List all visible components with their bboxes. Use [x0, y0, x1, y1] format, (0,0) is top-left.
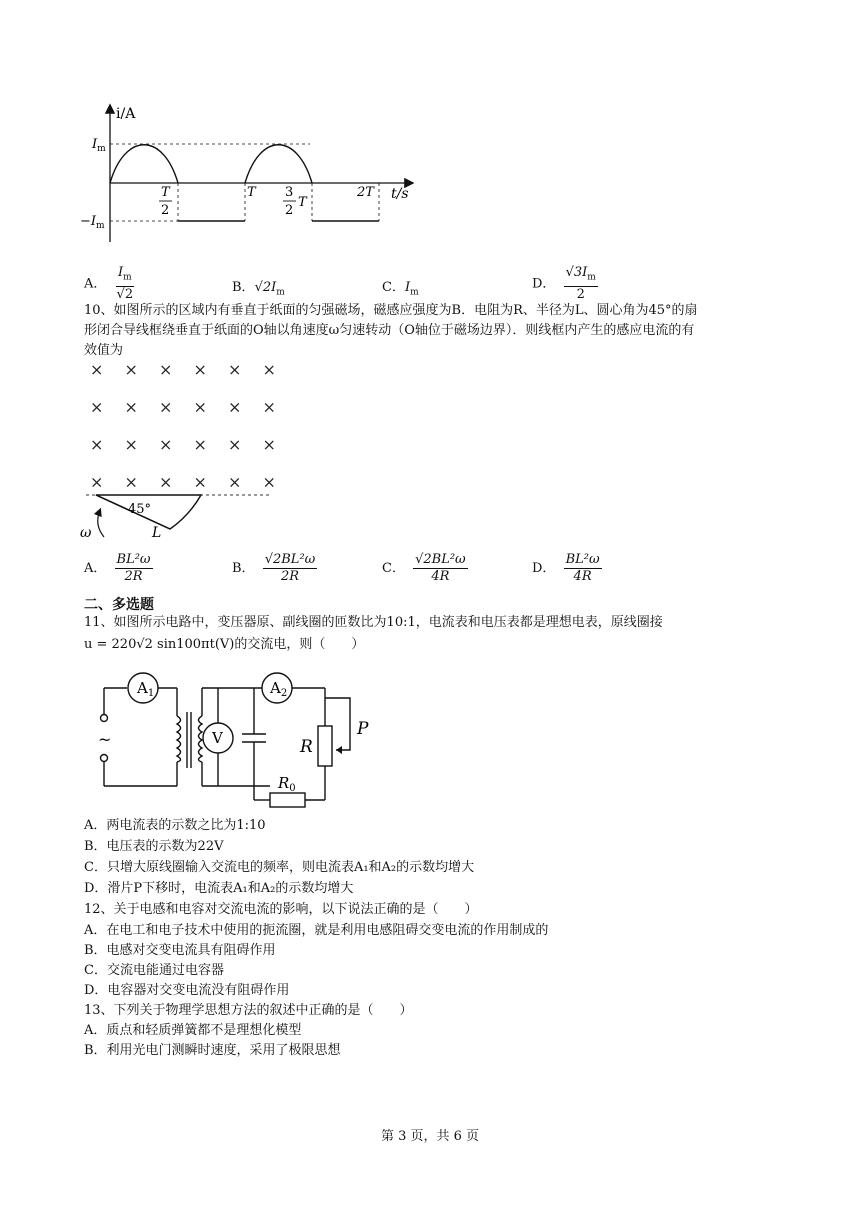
svg-text:−Im: $-I_m$ — [80, 214, 105, 231]
q13-stem: 13、下列关于物理学思想方法的叙述中正确的是（ ） — [84, 1003, 413, 1018]
q10-option-a[interactable]: A． $\frac{\text{BL²ω}}{2R}$ — [84, 552, 151, 584]
q10-stem-line1: 10、如图所示的区域内有垂直于纸面的匀强磁场，磁感应强度为B．电阻为R、半径为L、圆心角为45°的扇 — [84, 303, 698, 318]
svg-text:~: ~ — [98, 730, 112, 749]
q12-option-c[interactable]: C．交流电能通过电容器 — [84, 963, 224, 978]
y-axis-label: i/A — [116, 106, 136, 122]
field-cross: × — [159, 435, 173, 454]
angle-label: 45° — [128, 502, 152, 517]
q10-stem-line2: 形闭合导线框绕垂直于纸面的O轴以角速度ω匀速转动（O轴位于磁场边界）．则线框内产生的感应电流的有 — [84, 323, 695, 338]
svg-text:2: 2 — [285, 203, 294, 218]
field-cross: × — [228, 472, 242, 492]
terminal-top — [101, 715, 108, 722]
svg-text:R0: $R_0$ — [278, 774, 296, 794]
field-cross: × — [124, 360, 138, 379]
x-axis-label: t/s — [391, 186, 409, 202]
section-heading: 二、多选题 — [84, 597, 154, 613]
svg-text:P: P — [357, 719, 369, 739]
field-cross: × — [124, 397, 138, 417]
q10-option-d[interactable]: D． $\frac{\text{BL²ω}}{4R}$ — [532, 552, 600, 584]
field-cross: × — [262, 472, 276, 492]
field-cross: × — [262, 360, 276, 379]
q11-option-c[interactable]: C．只增大原线圈输入交流电的频率，则电流表A₁和A₂的示数均增大 — [84, 860, 475, 875]
q12-stem: 12、关于电感和电容对交流电流的影响，以下说法正确的是（ ） — [84, 902, 478, 917]
q11-option-d[interactable]: D．滑片P下移时，电流表A₁和A₂的示数均增大 — [84, 881, 354, 896]
field-cross: × — [193, 397, 207, 417]
q12-option-b[interactable]: B．电感对交变电流具有阻碍作用 — [84, 943, 276, 958]
field-cross: × — [193, 360, 207, 379]
q11-stem-line1: 11、如图所示电路中，变压器原、副线圈的匝数比为10:1，电流表和电压表都是理想电表，原线圈接 — [84, 615, 663, 630]
field-cross: × — [90, 435, 104, 454]
field-cross: × — [228, 397, 242, 417]
field-cross: × — [193, 472, 207, 492]
svg-text:Im: $I_m$ — [92, 137, 106, 154]
svg-text:T: T — [247, 185, 256, 200]
magnetic-field-diagram — [76, 355, 276, 545]
q11-option-b[interactable]: B．电压表的示数为22V — [84, 839, 224, 854]
svg-text:A1: $A_1$ — [137, 679, 155, 699]
q11-stem-line2: u = 220√2 sin100πt(V)的交流电，则（ ） — [84, 637, 365, 652]
q9-option-d[interactable]: D． $\frac{√3I_m}{2}$ — [532, 265, 596, 302]
field-cross: × — [159, 360, 173, 379]
field-cross: × — [262, 435, 276, 454]
svg-text:R: R — [300, 737, 313, 757]
page-footer: 第 3 页，共 6 页 — [380, 1129, 480, 1144]
svg-text:T: T — [298, 195, 307, 210]
terminal-bottom — [101, 755, 108, 762]
field-cross: × — [90, 397, 104, 417]
resistor-r0 — [270, 793, 305, 807]
svg-text:V: V — [212, 729, 223, 747]
svg-text:2: 2 — [161, 203, 170, 218]
svg-text:3: 3 — [285, 185, 294, 200]
svg-text:2T: 2T — [357, 185, 374, 200]
field-cross: × — [90, 472, 104, 492]
field-cross: × — [193, 435, 207, 454]
field-cross: × — [159, 472, 173, 492]
svg-text:T: T — [161, 185, 170, 200]
q9-option-a[interactable]: A． $\frac{I_m}{√2}$ — [84, 265, 134, 302]
radius-label: L — [152, 525, 162, 541]
q13-option-a[interactable]: A．质点和轻质弹簧都不是理想化模型 — [84, 1023, 302, 1038]
field-cross: × — [124, 472, 138, 492]
current-time-graph — [80, 100, 420, 250]
q10-option-b[interactable]: B． $\frac{\text{√2BL²ω}}{2R}$ — [232, 552, 316, 584]
omega-label: ω — [80, 525, 92, 541]
q10-stem-line3: 效值为 — [84, 343, 124, 358]
q9-option-b[interactable]: B．$√2I_m$ — [232, 280, 285, 298]
svg-text:A2: $A_2$ — [270, 679, 288, 699]
rheostat-r — [318, 726, 332, 766]
field-cross: × — [228, 360, 242, 379]
q11-option-a[interactable]: A．两电流表的示数之比为1:10 — [84, 818, 266, 833]
q12-option-d[interactable]: D．电容器对交变电流没有阻碍作用 — [84, 983, 290, 998]
field-cross: × — [90, 360, 104, 379]
field-cross: × — [159, 397, 173, 417]
q12-option-a[interactable]: A．在电工和电子技术中使用的扼流圈，就是利用电感阻碍交变电流的作用制成的 — [84, 923, 549, 938]
q9-option-c[interactable]: C．$I_m$ — [382, 280, 419, 298]
transformer-circuit-diagram — [92, 668, 382, 810]
field-cross: × — [124, 435, 138, 454]
field-cross: × — [262, 397, 276, 417]
q10-option-c[interactable]: C． $\frac{\text{√2BL²ω}}{4R}$ — [382, 552, 466, 584]
field-cross: × — [228, 435, 242, 454]
q13-option-b[interactable]: B．利用光电门测瞬时速度，采用了极限思想 — [84, 1043, 341, 1058]
